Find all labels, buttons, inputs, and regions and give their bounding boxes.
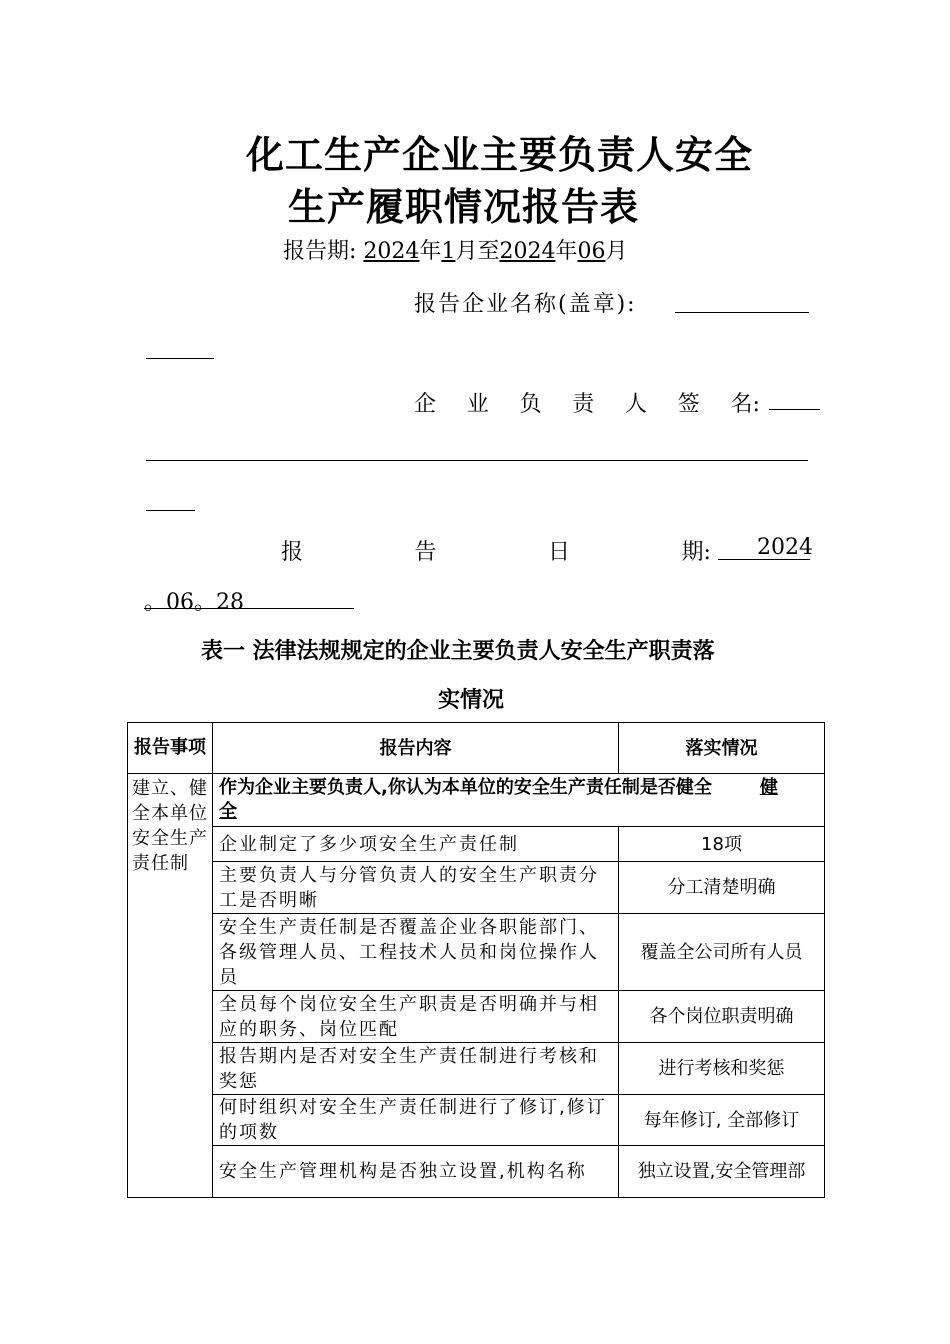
date-char: 日	[548, 540, 571, 565]
row-content: 全员每个岗位安全生产职责是否明确并与相应的职务、岗位匹配	[213, 991, 619, 1043]
table-row	[128, 862, 825, 914]
period-label: 报告期:	[283, 239, 357, 264]
date-char: 告	[414, 540, 437, 565]
signer-char: 责	[572, 392, 595, 417]
table-caption-line-2: 实情况	[438, 687, 505, 713]
period-end-year: 2024	[499, 239, 556, 264]
report-date-rest: 。06。28	[144, 590, 244, 615]
signature-blank-cont[interactable]	[146, 460, 808, 461]
table-row	[128, 914, 825, 991]
header-item: 报告事项	[128, 723, 213, 774]
signer-char: 企	[414, 392, 437, 417]
row-status[interactable]: 覆盖全公司所有人员	[619, 914, 825, 991]
report-table	[127, 722, 825, 1198]
signature-blank-end[interactable]	[146, 510, 195, 511]
company-name-blank[interactable]	[675, 312, 809, 313]
table-caption-line-1: 表一 法律法规规定的企业主要负责人安全生产职责落	[201, 638, 715, 664]
report-period	[283, 234, 627, 265]
main-question: 作为企业主要负责人,你认为本单位的安全生产责任制是否健全	[219, 777, 712, 798]
row-status[interactable]: 独立设置,安全管理部	[619, 1146, 825, 1198]
period-end-month: 06	[577, 239, 606, 264]
row-status[interactable]: 进行考核和奖惩	[619, 1043, 825, 1095]
row-status[interactable]: 分工清楚明确	[619, 862, 825, 914]
signer-char: 业	[466, 392, 489, 417]
table-row	[128, 1043, 825, 1095]
table-row	[128, 774, 825, 827]
signer-char: 签	[677, 392, 700, 417]
company-name-blank-cont[interactable]	[146, 358, 214, 359]
main-question-cell	[213, 774, 825, 827]
period-start-year: 2024	[363, 239, 420, 264]
row-status[interactable]: 各个岗位职责明确	[619, 991, 825, 1043]
main-question-answer[interactable]: 健全	[219, 777, 778, 822]
date-char: 报	[281, 540, 304, 565]
period-start-month: 1	[441, 239, 456, 264]
year-char: 年	[555, 239, 578, 264]
signer-char: 人	[625, 392, 648, 417]
table-row	[128, 1095, 825, 1146]
table-row	[128, 827, 825, 862]
report-date-label	[281, 535, 711, 566]
header-content: 报告内容	[213, 723, 619, 774]
section-label: 建立、健全本单位安全生产责任制	[128, 774, 213, 1198]
title-line-1: 化工生产企业主要负责人安全	[246, 132, 754, 177]
row-content: 主要负责人与分管负责人的安全生产职责分工是否明晰	[213, 862, 619, 914]
title-line-2: 生产履职情况报告表	[288, 184, 640, 229]
table-row	[128, 1146, 825, 1198]
year-char: 年	[419, 239, 442, 264]
table-row	[128, 991, 825, 1043]
table-header-row	[128, 723, 825, 774]
report-date-underline	[718, 559, 810, 560]
report-date-rest-underline	[144, 608, 354, 609]
header-status: 落实情况	[619, 723, 825, 774]
month-char: 月	[605, 239, 628, 264]
signer-label	[414, 387, 760, 418]
row-content: 报告期内是否对安全生产责任制进行考核和奖惩	[213, 1043, 619, 1095]
row-content: 安全生产责任制是否覆盖企业各职能部门、各级管理人员、工程技术人员和岗位操作人员	[213, 914, 619, 991]
signature-blank[interactable]	[769, 409, 820, 410]
signer-char: 负	[519, 392, 542, 417]
signer-char: 名:	[730, 392, 760, 417]
company-name-label: 报告企业名称(盖章):	[414, 292, 637, 317]
row-status[interactable]: 18项	[619, 827, 825, 862]
date-char: 期:	[681, 540, 711, 565]
row-content: 安全生产管理机构是否独立设置,机构名称	[213, 1146, 619, 1198]
row-content: 何时组织对安全生产责任制进行了修订,修订的项数	[213, 1095, 619, 1146]
report-date-year: 2024	[757, 535, 813, 560]
row-content: 企业制定了多少项安全生产责任制	[213, 827, 619, 862]
row-status[interactable]: 每年修订, 全部修订	[619, 1095, 825, 1146]
month-to: 月至	[455, 239, 500, 264]
